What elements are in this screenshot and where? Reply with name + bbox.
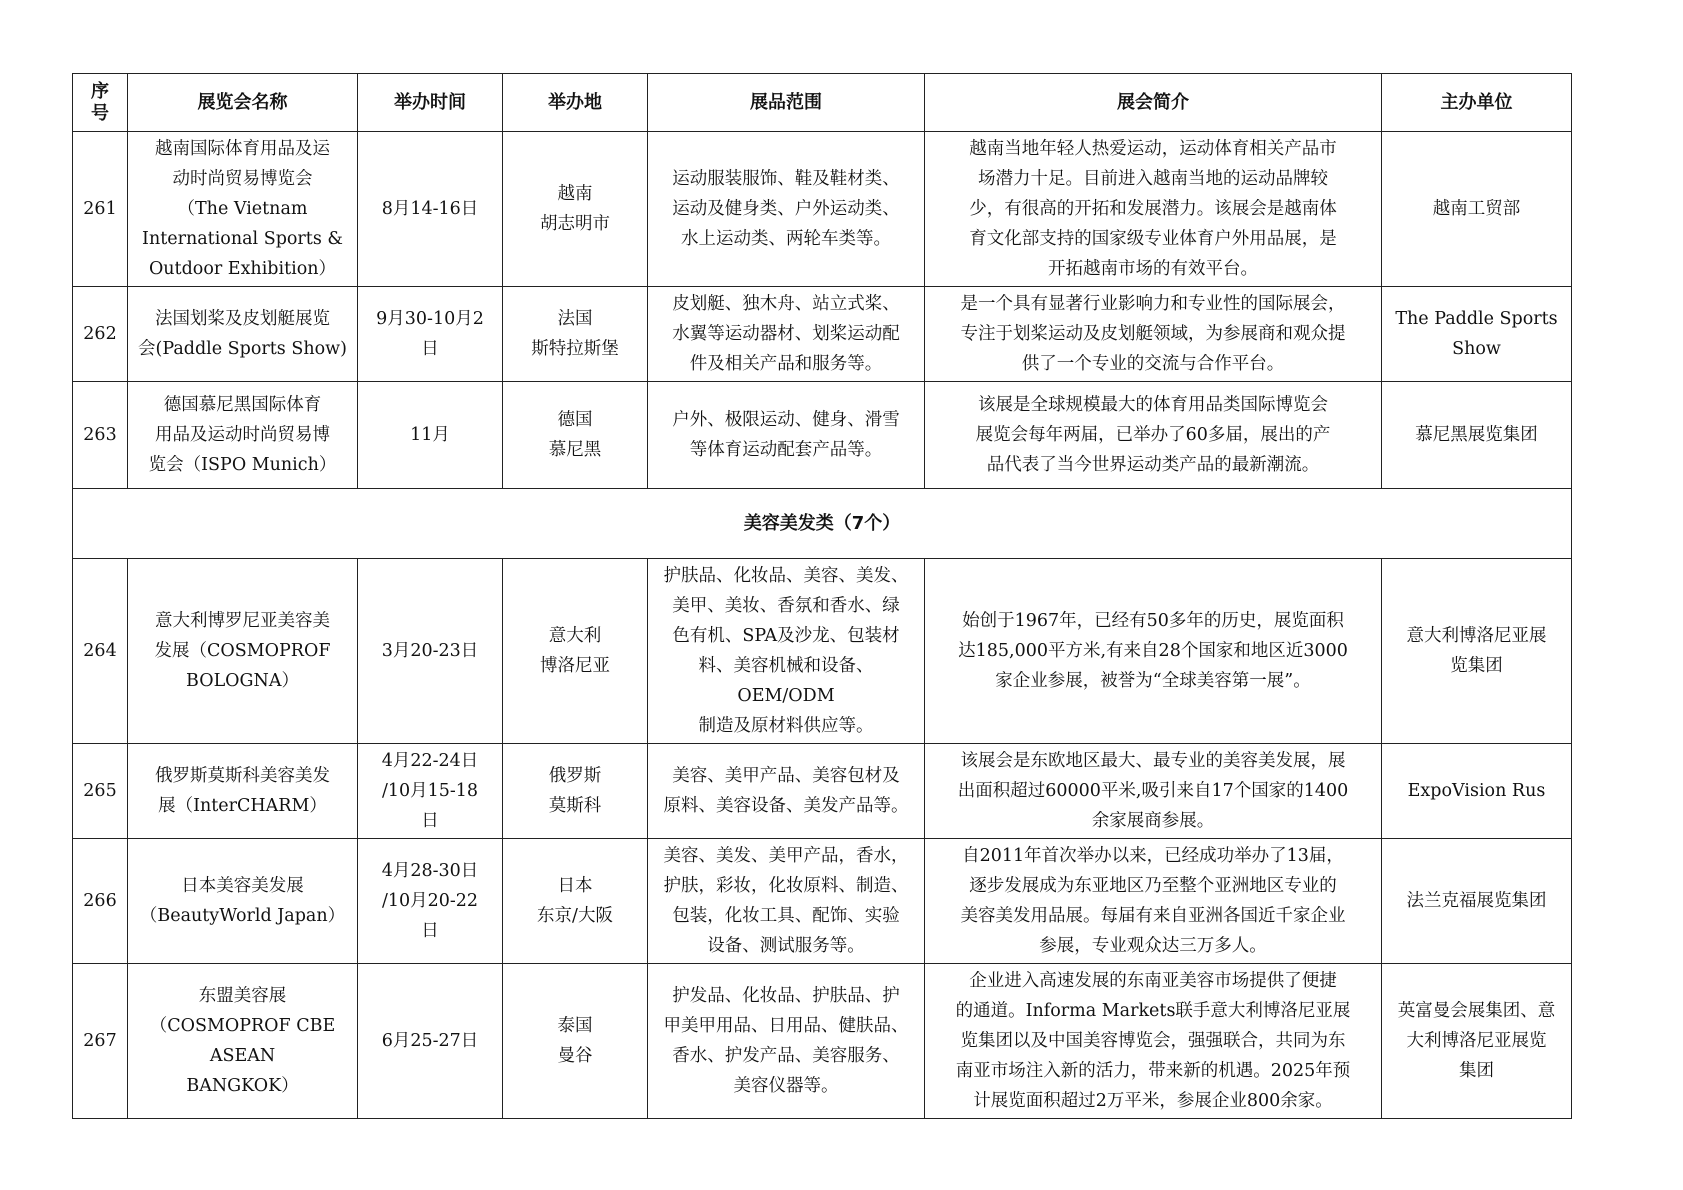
exhibition-intro-line: 越南当地年轻人热爱运动，运动体育相关产品市 bbox=[969, 139, 1337, 159]
exhibition-intro-line: 余家展商参展。 bbox=[1091, 811, 1215, 831]
exhibition-name-line: 俄罗斯莫斯科美容美发 bbox=[155, 766, 330, 786]
exhibition-intro-line: 育文化部支持的国家级专业体育户外用品展，是 bbox=[969, 229, 1337, 249]
exhibition-intro-line: 场潜力十足。目前进入越南当地的运动品牌较 bbox=[978, 169, 1328, 189]
exhibit-scope-line: 美容、美发、美甲产品，香水， bbox=[663, 846, 909, 866]
exhibition-place-line: 意大利 bbox=[548, 626, 602, 646]
exhibit-scope-line: 运动及健身类、户外运动类、 bbox=[672, 199, 900, 219]
organizer bbox=[1382, 744, 1572, 839]
exhibition-intro-line: 企业进入高速发展的东南亚美容市场提供了便捷 bbox=[969, 971, 1337, 991]
exhibit-scope-line: 皮划艇、独木舟、站立式桨、 bbox=[672, 294, 900, 314]
exhibition-intro-line: 自2011年首次举办以来，已经成功举办了13届， bbox=[962, 846, 1344, 866]
table-body bbox=[73, 132, 1572, 1119]
exhibit-scope bbox=[648, 744, 925, 839]
exhibition-place-line: 曼谷 bbox=[557, 1046, 593, 1066]
exhibition-name-line: 发展（COSMOPROF bbox=[154, 641, 331, 661]
organizer-line: 大利博洛尼亚展览 bbox=[1406, 1031, 1547, 1051]
row-number: 261 bbox=[73, 132, 128, 287]
exhibition-intro-line: 出面积超过60000平米,吸引来自17个国家的1400 bbox=[957, 781, 1349, 801]
exhibition-place-line: 东京/大阪 bbox=[537, 906, 613, 926]
exhibition-name-line: 动时尚贸易博览会 bbox=[172, 169, 313, 189]
header-place: 举办地 bbox=[503, 74, 648, 132]
exhibition-place bbox=[503, 744, 648, 839]
exhibition-intro-line: 家企业参展，被誉为“全球美容第一展”。 bbox=[995, 671, 1311, 691]
row-number: 263 bbox=[73, 382, 128, 489]
exhibition-name-line: 展（InterCHARM） bbox=[158, 796, 327, 816]
exhibition-time bbox=[358, 839, 503, 964]
exhibition-name bbox=[128, 287, 358, 382]
exhibition-place-line: 慕尼黑 bbox=[548, 440, 602, 460]
exhibition-place-line: 越南 bbox=[557, 184, 593, 204]
organizer-line: The Paddle Sports bbox=[1395, 309, 1558, 329]
exhibition-intro-line: 逐步发展成为东亚地区乃至整个亚洲地区专业的 bbox=[969, 876, 1337, 896]
exhibition-intro-line: 览集团以及中国美容博览会，强强联合，共同为东 bbox=[960, 1031, 1346, 1051]
exhibition-intro-line: 该展是全球规模最大的体育用品类国际博览会 bbox=[978, 395, 1328, 415]
exhibition-place-line: 德国 bbox=[557, 410, 593, 430]
exhibition-intro-line: 品代表了当今世界运动类产品的最新潮流。 bbox=[986, 455, 1320, 475]
header-intro: 展会简介 bbox=[925, 74, 1382, 132]
exhibition-intro-line: 美容美发用品展。每届有来自亚洲各国近千家企业 bbox=[960, 906, 1346, 926]
table-row bbox=[73, 132, 1572, 287]
exhibition-name-line: BANGKOK） bbox=[186, 1076, 299, 1096]
exhibit-scope bbox=[648, 964, 925, 1119]
exhibit-scope-line: 水上运动类、两轮车类等。 bbox=[681, 229, 891, 249]
row-number: 264 bbox=[73, 559, 128, 744]
exhibition-intro bbox=[925, 744, 1382, 839]
exhibition-name-line: （BeautyWorld Japan） bbox=[139, 906, 346, 926]
exhibition-place bbox=[503, 287, 648, 382]
exhibit-scope-line: 美容、美甲产品、美容包材及 bbox=[672, 766, 900, 786]
exhibition-time bbox=[358, 287, 503, 382]
exhibition-name bbox=[128, 132, 358, 287]
exhibition-place-line: 斯特拉斯堡 bbox=[531, 339, 619, 359]
exhibition-name-line: 德国慕尼黑国际体育 bbox=[163, 395, 322, 415]
exhibition-intro bbox=[925, 287, 1382, 382]
header-organizer: 主办单位 bbox=[1382, 74, 1572, 132]
exhibition-place-line: 莫斯科 bbox=[548, 796, 602, 816]
exhibition-intro bbox=[925, 132, 1382, 287]
exhibition-intro-line: 供了一个专业的交流与合作平台。 bbox=[1021, 354, 1285, 374]
exhibition-name-line: 览会（ISPO Munich） bbox=[148, 455, 337, 475]
exhibit-scope-line: 等体育运动配套产品等。 bbox=[689, 440, 883, 460]
exhibition-intro-line: 专注于划桨运动及皮划艇领域，为参展商和观众提 bbox=[960, 324, 1346, 344]
table-row bbox=[73, 382, 1572, 489]
exhibition-place-line: 泰国 bbox=[557, 1016, 593, 1036]
organizer bbox=[1382, 559, 1572, 744]
category-row bbox=[73, 489, 1572, 559]
exhibition-name-line: International Sports & bbox=[142, 229, 343, 249]
exhibition-name bbox=[128, 964, 358, 1119]
exhibition-time: 8月14-16日 bbox=[358, 132, 503, 287]
exhibition-time: 6月25-27日 bbox=[358, 964, 503, 1119]
exhibition-time: 11月 bbox=[358, 382, 503, 489]
exhibition-table bbox=[72, 73, 1572, 1119]
exhibition-name bbox=[128, 744, 358, 839]
exhibit-scope-line: 护肤，彩妆，化妆原料、制造、 bbox=[663, 876, 909, 896]
exhibition-intro-line: 的通道。Informa Markets联手意大利博洛尼亚展 bbox=[955, 1001, 1351, 1021]
organizer-line: 慕尼黑展览集团 bbox=[1415, 425, 1538, 445]
exhibition-time-line: /10月20-22 bbox=[381, 891, 479, 911]
table-row bbox=[73, 559, 1572, 744]
exhibit-scope-line: 设备、测试服务等。 bbox=[707, 936, 865, 956]
exhibit-scope-line: 水翼等运动器材、划桨运动配 bbox=[672, 324, 900, 344]
exhibition-name bbox=[128, 839, 358, 964]
exhibition-intro-line: 计展览面积超过2万平米，参展企业800余家。 bbox=[973, 1091, 1333, 1111]
exhibition-name bbox=[128, 382, 358, 489]
table-row bbox=[73, 287, 1572, 382]
exhibition-intro-line: 达185,000平方米,有来自28个国家和地区近3000 bbox=[958, 641, 1348, 661]
exhibition-time-line: 4月22-24日 bbox=[381, 751, 479, 771]
header-row bbox=[73, 74, 1572, 132]
exhibition-place bbox=[503, 839, 648, 964]
organizer-line: Show bbox=[1452, 339, 1501, 359]
exhibition-intro-line: 展览会每年两届，已举办了60多届，展出的产 bbox=[975, 425, 1331, 445]
organizer-line: 览集团 bbox=[1450, 656, 1503, 676]
exhibition-name-line: 日本美容美发展 bbox=[181, 876, 304, 896]
header-no: 序 号 bbox=[73, 74, 128, 132]
exhibition-name-line: （COSMOPROF CBE ASEAN bbox=[149, 1016, 336, 1066]
exhibition-time-line: 日 bbox=[421, 339, 439, 359]
exhibition-place bbox=[503, 559, 648, 744]
exhibition-place bbox=[503, 964, 648, 1119]
exhibition-time-line: 日 bbox=[421, 811, 439, 831]
exhibit-scope-line: 美容仪器等。 bbox=[733, 1076, 839, 1096]
row-number: 265 bbox=[73, 744, 128, 839]
exhibition-intro-line: 开拓越南市场的有效平台。 bbox=[1048, 259, 1258, 279]
exhibition-time bbox=[358, 744, 503, 839]
organizer bbox=[1382, 964, 1572, 1119]
organizer-line: 法兰克福展览集团 bbox=[1406, 891, 1547, 911]
exhibit-scope-line: 件及相关产品和服务等。 bbox=[689, 354, 883, 374]
exhibition-intro-line: 该展会是东欧地区最大、最专业的美容美发展，展 bbox=[960, 751, 1346, 771]
exhibition-intro bbox=[925, 559, 1382, 744]
row-number: 262 bbox=[73, 287, 128, 382]
organizer bbox=[1382, 287, 1572, 382]
exhibition-place-line: 日本 bbox=[557, 876, 593, 896]
exhibition-name-line: 越南国际体育用品及运 bbox=[155, 139, 330, 159]
header-scope: 展品范围 bbox=[648, 74, 925, 132]
exhibition-intro bbox=[925, 964, 1382, 1119]
exhibition-time-line: /10月15-18 bbox=[381, 781, 479, 801]
row-number: 267 bbox=[73, 964, 128, 1119]
exhibition-time-line: 日 bbox=[421, 921, 439, 941]
exhibit-scope-line: 料、美容机械和设备、OEM/ODM bbox=[698, 656, 874, 706]
exhibit-scope-line: 美甲、美妆、香氛和香水、绿 bbox=[672, 596, 900, 616]
exhibition-intro-line: 参展，专业观众达三万多人。 bbox=[1039, 936, 1267, 956]
category-title: 美容美发类（7个） bbox=[73, 489, 1572, 559]
exhibit-scope-line: 护发品、化妆品、护肤品、护 bbox=[672, 986, 900, 1006]
header-name: 展览会名称 bbox=[128, 74, 358, 132]
exhibition-name-line: 用品及运动时尚贸易博 bbox=[155, 425, 330, 445]
exhibition-intro-line: 是一个具有显著行业影响力和专业性的国际展会， bbox=[960, 294, 1346, 314]
organizer-line: 英富曼会展集团、意 bbox=[1397, 1001, 1556, 1021]
document-page bbox=[72, 73, 1571, 1119]
exhibition-time: 3月20-23日 bbox=[358, 559, 503, 744]
organizer bbox=[1382, 132, 1572, 287]
exhibition-name-line: Outdoor Exhibition） bbox=[148, 259, 337, 279]
exhibition-place-line: 胡志明市 bbox=[540, 214, 610, 234]
table-row bbox=[73, 744, 1572, 839]
row-number: 266 bbox=[73, 839, 128, 964]
exhibition-intro-line: 少，有很高的开拓和发展潜力。该展会是越南体 bbox=[969, 199, 1337, 219]
exhibition-name-line: 法国划桨及皮划艇展览 bbox=[155, 309, 330, 329]
exhibition-name bbox=[128, 559, 358, 744]
exhibition-name-line: 会(Paddle Sports Show) bbox=[138, 339, 347, 359]
exhibition-name-line: 意大利博罗尼亚美容美 bbox=[155, 611, 330, 631]
exhibit-scope bbox=[648, 382, 925, 489]
header-time: 举办时间 bbox=[358, 74, 503, 132]
exhibition-place-line: 俄罗斯 bbox=[548, 766, 602, 786]
exhibit-scope-line: 香水、护发产品、美容服务、 bbox=[672, 1046, 900, 1066]
exhibit-scope bbox=[648, 839, 925, 964]
exhibition-name-line: BOLOGNA） bbox=[186, 671, 299, 691]
exhibition-intro-line: 始创于1967年，已经有50多年的历史，展览面积 bbox=[962, 611, 1344, 631]
exhibit-scope bbox=[648, 132, 925, 287]
exhibition-place bbox=[503, 382, 648, 489]
organizer-line: 集团 bbox=[1459, 1061, 1494, 1081]
exhibition-intro bbox=[925, 839, 1382, 964]
exhibit-scope-line: 色有机、SPA及沙龙、包装材 bbox=[672, 626, 900, 646]
exhibit-scope-line: 包装，化妆工具、配饰、实验 bbox=[672, 906, 900, 926]
organizer bbox=[1382, 382, 1572, 489]
exhibit-scope bbox=[648, 559, 925, 744]
exhibition-intro bbox=[925, 382, 1382, 489]
exhibit-scope-line: 甲美甲用品、日用品、健肤品、 bbox=[663, 1016, 909, 1036]
exhibit-scope-line: 护肤品、化妆品、美容、美发、 bbox=[663, 566, 909, 586]
exhibition-place-line: 博洛尼亚 bbox=[540, 656, 610, 676]
table-row bbox=[73, 964, 1572, 1119]
exhibition-intro-line: 南亚市场注入新的活力，带来新的机遇。2025年预 bbox=[955, 1061, 1351, 1081]
exhibit-scope bbox=[648, 287, 925, 382]
organizer bbox=[1382, 839, 1572, 964]
exhibition-time-line: 9月30-10月2 bbox=[376, 309, 484, 329]
exhibition-time-line: 4月28-30日 bbox=[381, 861, 479, 881]
exhibition-name-line: （The Vietnam bbox=[177, 199, 308, 219]
exhibit-scope-line: 原料、美容设备、美发产品等。 bbox=[663, 796, 909, 816]
organizer-line: 越南工贸部 bbox=[1432, 199, 1521, 219]
exhibit-scope-line: 制造及原材料供应等。 bbox=[698, 716, 874, 736]
exhibit-scope-line: 户外、极限运动、健身、滑雪 bbox=[672, 410, 900, 430]
table-row bbox=[73, 839, 1572, 964]
organizer-line: 意大利博洛尼亚展 bbox=[1406, 626, 1547, 646]
exhibition-name-line: 东盟美容展 bbox=[198, 986, 287, 1006]
exhibition-place bbox=[503, 132, 648, 287]
exhibit-scope-line: 运动服装服饰、鞋及鞋材类、 bbox=[672, 169, 900, 189]
exhibition-place-line: 法国 bbox=[557, 309, 593, 329]
organizer-line: ExpoVision Rus bbox=[1407, 781, 1546, 801]
